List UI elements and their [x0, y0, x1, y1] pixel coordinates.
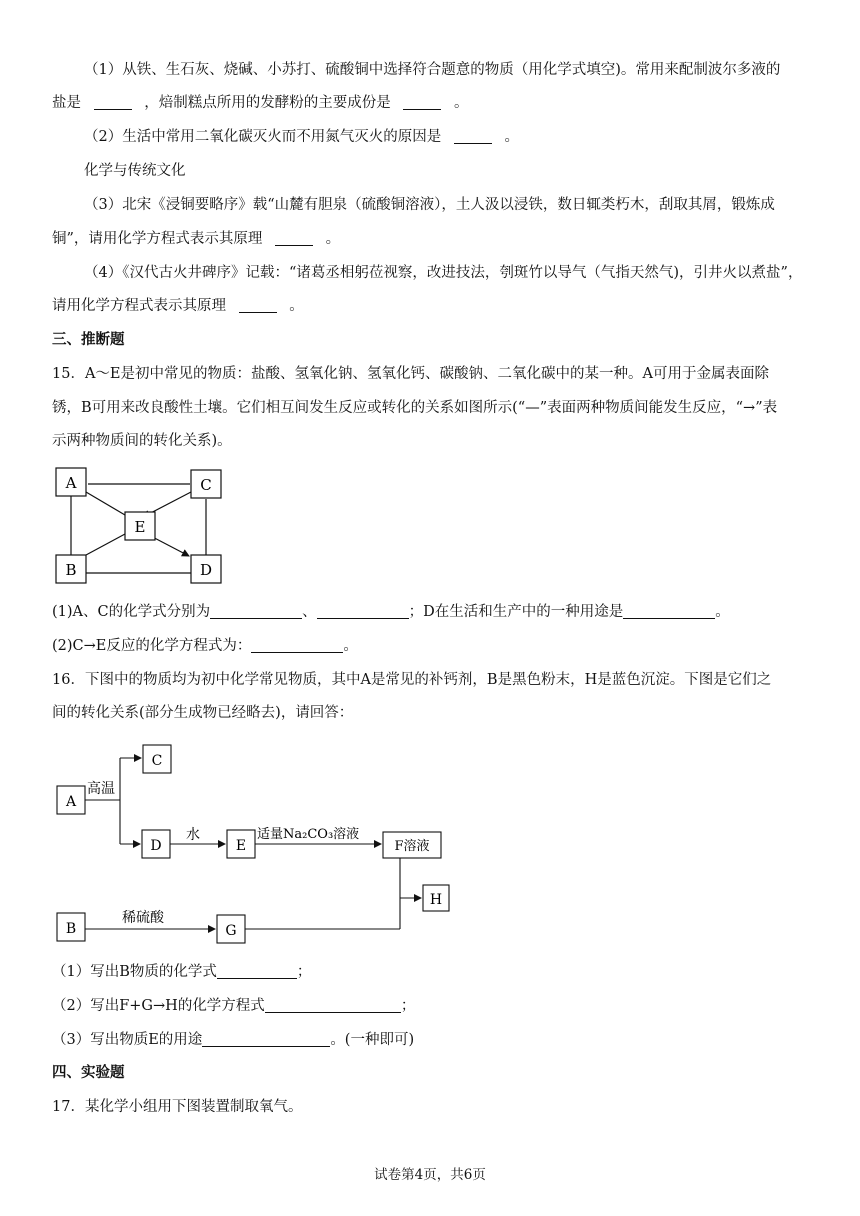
text: 。 [343, 638, 358, 654]
node-label: D [199, 561, 213, 579]
answer-blank[interactable] [317, 604, 409, 619]
answer-blank[interactable] [403, 95, 441, 110]
text: ，焙制糕点所用的发酵粉的主要成份是 [144, 95, 391, 111]
q17-line1: 17．某化学小组用下图装置制取氧气。 [52, 1099, 303, 1115]
q14-part3-line2 [52, 229, 340, 249]
q16-conversion-diagram [50, 738, 460, 948]
q14-part1-line1: （1）从铁、生石灰、烧碱、小苏打、硫酸铜中选择符合题意的物质（用化学式填空)。常用来配制波尔多液的 [84, 62, 781, 78]
text: (1)A、C的化学式分别为 [52, 604, 211, 620]
text: （2）生活中常用二氧化碳灭火而不用氮气灭火的原因是 [84, 129, 442, 145]
text: 请用化学方程式表示其原理 [52, 298, 226, 314]
text: 。 [289, 298, 304, 314]
node-label: G [225, 923, 237, 939]
answer-blank[interactable] [239, 298, 277, 313]
q15-line2: 锈，B可用来改良酸性土壤。它们相互间发生反应或转化的关系如图所示(“—”表面两种物质间能发生反应，“→”表 [52, 400, 778, 416]
section-heading: 四、实验题 [52, 1064, 125, 1081]
diagram-node-b [57, 913, 85, 941]
text: 。(一种即可) [330, 1032, 415, 1048]
section-subtitle: 化学与传统文化 [84, 163, 186, 179]
q15-sub1 [52, 602, 730, 622]
text: 。 [715, 604, 730, 620]
q16-line2: 间的转化关系(部分生成物已经略去)，请回答： [52, 705, 354, 721]
q14-part3-line1: （3）北宋《浸铜要略序》载“山麓有胆泉（硫酸铜溶液），土人汲以浸铁，数日辄类朽木，刮取其屑，锻炼成 [84, 197, 775, 213]
diagram-node-a [57, 786, 85, 814]
section-heading: 三、推断题 [52, 331, 125, 348]
diagram-node-c [143, 745, 171, 773]
node-label: E [134, 518, 146, 536]
text: （2）写出F+G→H的化学方程式 [52, 998, 265, 1014]
answer-blank[interactable] [94, 95, 132, 110]
q15-reaction-diagram [50, 462, 240, 592]
text: 、 [302, 604, 317, 620]
q14-part4-line1: （4）《汉代古火井碑序》记载：“诸葛丞相躬莅视察，改进技法，刳斑竹以导气（气指天然气)，引井火以煮盐”， [84, 265, 803, 281]
diagram-node-b [56, 555, 86, 583]
text: (2)C→E反应的化学方程式为： [52, 638, 252, 654]
answer-blank[interactable] [210, 604, 302, 619]
page-footer: 试卷第4页，共6页 [374, 1167, 486, 1183]
node-label: C [151, 753, 163, 769]
text: 。 [453, 95, 469, 111]
node-label: D [150, 838, 162, 854]
q14-part1-line2 [52, 93, 468, 113]
q16-sub1 [52, 962, 311, 982]
node-label: C [200, 476, 212, 494]
answer-blank[interactable] [251, 638, 343, 653]
answer-blank[interactable] [623, 604, 715, 619]
text: ； [296, 964, 312, 980]
node-label: B [65, 561, 77, 579]
condition-label: 适量Na₂CO₃溶液 [257, 827, 360, 842]
diagram-node-e [125, 512, 155, 540]
node-label: F溶液 [394, 839, 430, 854]
answer-blank[interactable] [275, 231, 313, 246]
answer-blank[interactable] [454, 129, 492, 144]
diagram-node-c [191, 470, 221, 498]
text: 。 [325, 231, 341, 247]
text: （3）写出物质E的用途 [52, 1032, 203, 1048]
diagram-node-g [217, 915, 245, 943]
condition-label: 高温 [87, 781, 115, 797]
diagram-node-h [423, 885, 449, 911]
node-label: H [429, 892, 443, 908]
q15-line3: 示两种物质间的转化关系)。 [52, 433, 232, 449]
text: 盐是 [52, 95, 81, 111]
text: 。 [504, 129, 519, 145]
q16-sub3 [52, 1030, 414, 1050]
node-label: E [235, 838, 247, 854]
node-label: B [65, 921, 77, 937]
diagram-node-d [191, 555, 221, 583]
q15-line1: 15．A～E是初中常见的物质：盐酸、氢氧化钠、氢氧化钙、碳酸钠、二氧化碳中的某一种。A可用于金属表面除 [52, 366, 769, 382]
q14-part2 [84, 127, 519, 147]
q16-line1: 16．下图中的物质均为初中化学常见物质，其中A是常见的补钙剂，B是黑色粉末，H是蓝色沉淀。下图是它们之 [52, 672, 772, 688]
node-label: A [65, 794, 77, 810]
answer-blank[interactable] [202, 1032, 330, 1047]
q14-part4-line2 [52, 296, 304, 316]
answer-blank[interactable] [217, 964, 297, 979]
q15-sub2 [52, 636, 358, 656]
node-label: A [65, 474, 77, 492]
diagram-node-f [383, 832, 441, 858]
text: （1）写出B物质的化学式 [52, 964, 217, 980]
answer-blank[interactable] [265, 998, 401, 1013]
condition-label: 水 [186, 827, 200, 843]
diagram-node-d [142, 830, 170, 858]
text: ； [400, 998, 416, 1014]
text: 铜”，请用化学方程式表示其原理 [52, 231, 263, 247]
q16-sub2 [52, 996, 415, 1016]
text: ；D在生活和生产中的一种用途是 [408, 604, 624, 620]
diagram-node-e [227, 830, 255, 858]
diagram-node-a [56, 468, 86, 496]
condition-label: 稀硫酸 [122, 910, 164, 926]
